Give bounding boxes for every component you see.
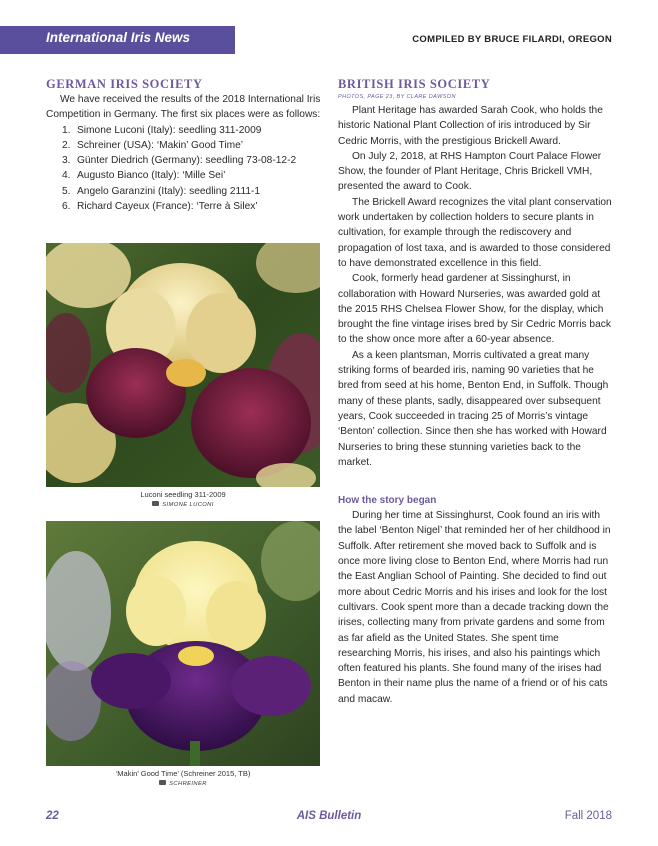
section-header-bar (0, 26, 235, 54)
right-column (338, 76, 612, 707)
list-item: 5. Angelo Garanzini (Italy): seedling 2111-1 (62, 185, 261, 197)
german-intro: We have received the results of the 2018 International Iris Competition in Germany. The first six places were as follows: (46, 94, 321, 121)
list-item: 6. Richard Cayeux (France): ‘Terre à Silex’ (62, 201, 258, 213)
photo-credit: SIMONE LUCONI (162, 502, 214, 508)
compiled-by: COMPILED BY BRUCE FILARDI, OREGON (412, 34, 612, 45)
issue-date: Fall 2018 (564, 810, 612, 822)
story-paragraph: During her time at Sissinghurst, Cook found an iris with the label ‘Benton Nigel’ that reminded her of her childhood in Suffolk. After retirement she moved back to Suffolk and is once more living close to Benton End, where Morris had run the East Anglian School of Painting. She decided to find out more about Cedric Morris and his irises and look for the lost cultivars. Cook spent more than a decade tracking down the irises, collecting many from private gardens and some from as far afield as the United States. She spent time researching Morris, his irises, and also his paintings which often featured his plants. She found many of the irises had Benton in their name plus the name of a friend or of his cats and macaw. (338, 510, 611, 705)
camera-icon (159, 780, 166, 785)
publication-title: AIS Bulletin (296, 810, 362, 822)
iris-photo-luconi (46, 243, 320, 487)
article-paragraph: Plant Heritage has awarded Sarah Cook, who holds the historic National Plant Collection of iris introduced by Sir Cedric Morris, with the prestigious Brickell Award. (338, 105, 603, 147)
photo-caption: Luconi seedling 311-2009 SIMONE LUCONI (140, 490, 226, 508)
article-paragraph: Cook, formerly head gardener at Sissinghurst, in collaboration with Howard Nurseries, was awarded gold at the 2015 RHS Chelsea Flower Show, for the display, which brought the fine vintage irises bred by Sir Cedric Morris back to the show once more after a 60-year absence. (338, 273, 611, 346)
german-heading: GERMAN IRIS SOCIETY (46, 77, 203, 91)
list-item: 3. Günter Diedrich (Germany): seedling 73-08-12-2 (62, 155, 297, 167)
article-paragraph: As a keen plantsman, Morris cultivated a great many striking forms of bearded iris, naming 90 varieties that he bred from seed at his home, Benton End, in Suffolk. Though many of these plants, sadly, disappeared over subsequent years, Cook succeeded in tracing 25 of Morris’s vintage ‘Benton’ collection. Since then she has worked with Howard Nurseries to bring these stunning varieties back to the market. (338, 349, 609, 468)
photo-caption: ‘Makin’ Good Time’ (Schreiner 2015, TB) SCHREINER (115, 769, 251, 787)
left-column (46, 76, 322, 214)
list-item: 1. Simone Luconi (Italy): seedling 311-2009 (62, 124, 262, 136)
page-number: 22 (46, 810, 59, 822)
iris-photo-makin-good-time (46, 521, 320, 766)
list-item: 2. Schreiner (USA): ‘Makin’ Good Time’ (62, 139, 244, 151)
photo-credit-line: PHOTOS, PAGE 23, BY CLARE DAWSON (338, 94, 456, 100)
photo-credit: SCHREINER (169, 781, 207, 787)
story-subheading: How the story began (338, 495, 437, 507)
section-title: International Iris News (46, 30, 191, 45)
results-list (46, 123, 322, 215)
camera-icon (152, 501, 159, 506)
list-item: 4. Augusto Bianco (Italy): ‘Mille Sei’ (62, 170, 226, 182)
article-paragraph: The Brickell Award recognizes the vital plant conservation work undertaken by collection holders to secure plants in cultivation, for example through the rediscovery and propagation of lost taxa, and is awarded to those considered to have demonstrated excellence in this field. (338, 196, 612, 269)
british-heading: BRITISH IRIS SOCIETY (338, 77, 491, 91)
article-paragraph: On July 2, 2018, at RHS Hampton Court Palace Flower Show, the founder of Plant Heritage, Chris Brickell VMH, presented the award to Cook. (338, 150, 602, 193)
